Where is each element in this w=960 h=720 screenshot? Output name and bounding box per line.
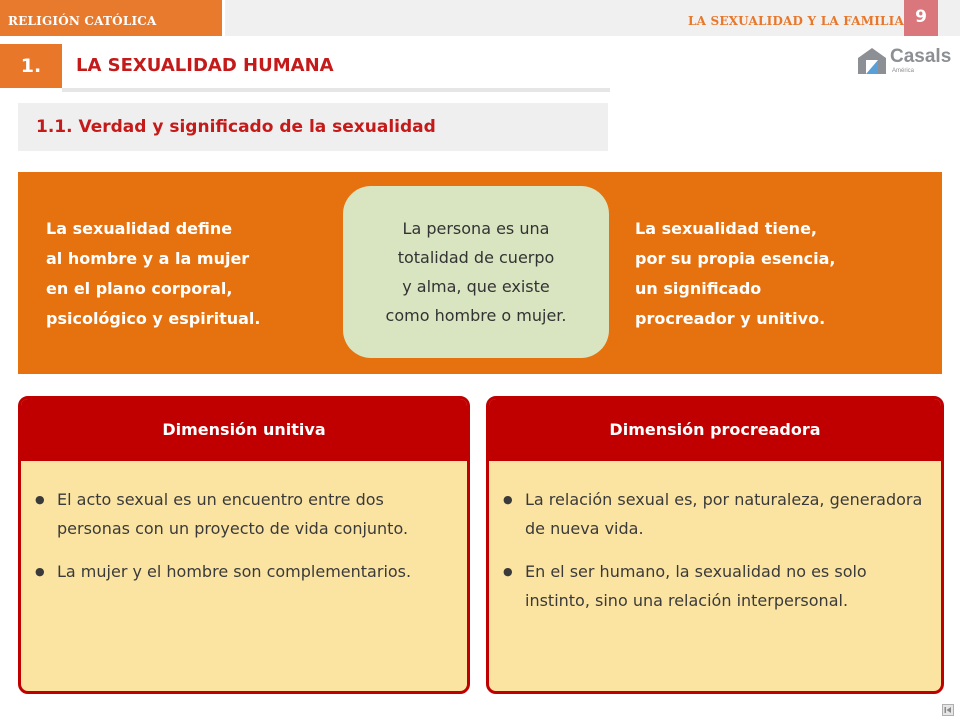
bullet-icon: ●: [35, 493, 45, 506]
publisher-logo: [856, 44, 952, 76]
card-title: Dimensión procreadora: [489, 399, 941, 461]
panel-left-text: La sexualidad define al hombre y a la mujer en el plano corporal, psicológico y espiritual.: [46, 219, 261, 328]
list-item: [503, 485, 925, 543]
card-list: [21, 461, 467, 586]
section-underline: [62, 88, 610, 92]
panel-right-text: La sexualidad tiene, por su propia esencia, un significado procreador y unitivo.: [635, 219, 836, 328]
list-item-text: La mujer y el hombre son complementarios.: [57, 562, 412, 581]
list-item-text: La relación sexual es, por naturaleza, generadora de nueva vida.: [525, 490, 923, 538]
header-subject-bar: [0, 0, 222, 36]
section-title: LA SEXUALIDAD HUMANA: [62, 44, 610, 88]
bullet-icon: ●: [503, 493, 513, 506]
list-item: [35, 557, 451, 586]
section-number: 1.: [0, 44, 62, 88]
casals-logo-icon: [856, 46, 888, 76]
card-title: Dimensión unitiva: [21, 399, 467, 461]
list-item-text: En el ser humano, la sexualidad no es solo instinto, sino una relación interpersonal.: [525, 562, 867, 610]
card-list: [489, 461, 941, 615]
logo-sub: América: [892, 68, 915, 74]
subsection-bar: [18, 103, 608, 151]
header-unit-bar: [225, 0, 960, 36]
logo-name: Casals: [890, 46, 952, 67]
list-item-text: El acto sexual es un encuentro entre dos personas con un proyecto de vida conjunto.: [57, 490, 409, 538]
card-dimension-unitiva: [18, 396, 470, 694]
panel-center-text: La persona es una totalidad de cuerpo y alma, que existe como hombre o mujer.: [385, 219, 567, 325]
header-subject: RELIGIÓN CATÓLICA: [8, 14, 157, 28]
bullet-icon: ●: [35, 565, 45, 578]
list-item: [35, 485, 451, 543]
subsection-title: 1.1. Verdad y significado de la sexualidad: [36, 117, 436, 137]
list-item: [503, 557, 925, 615]
first-slide-icon[interactable]: [942, 704, 954, 716]
header-unit-title: LA SEXUALIDAD Y LA FAMILIA: [687, 14, 904, 28]
chapter-number-badge: 9: [904, 0, 938, 36]
bullet-icon: ●: [503, 565, 513, 578]
panel-center-box: [343, 186, 609, 358]
card-dimension-procreadora: [486, 396, 944, 694]
